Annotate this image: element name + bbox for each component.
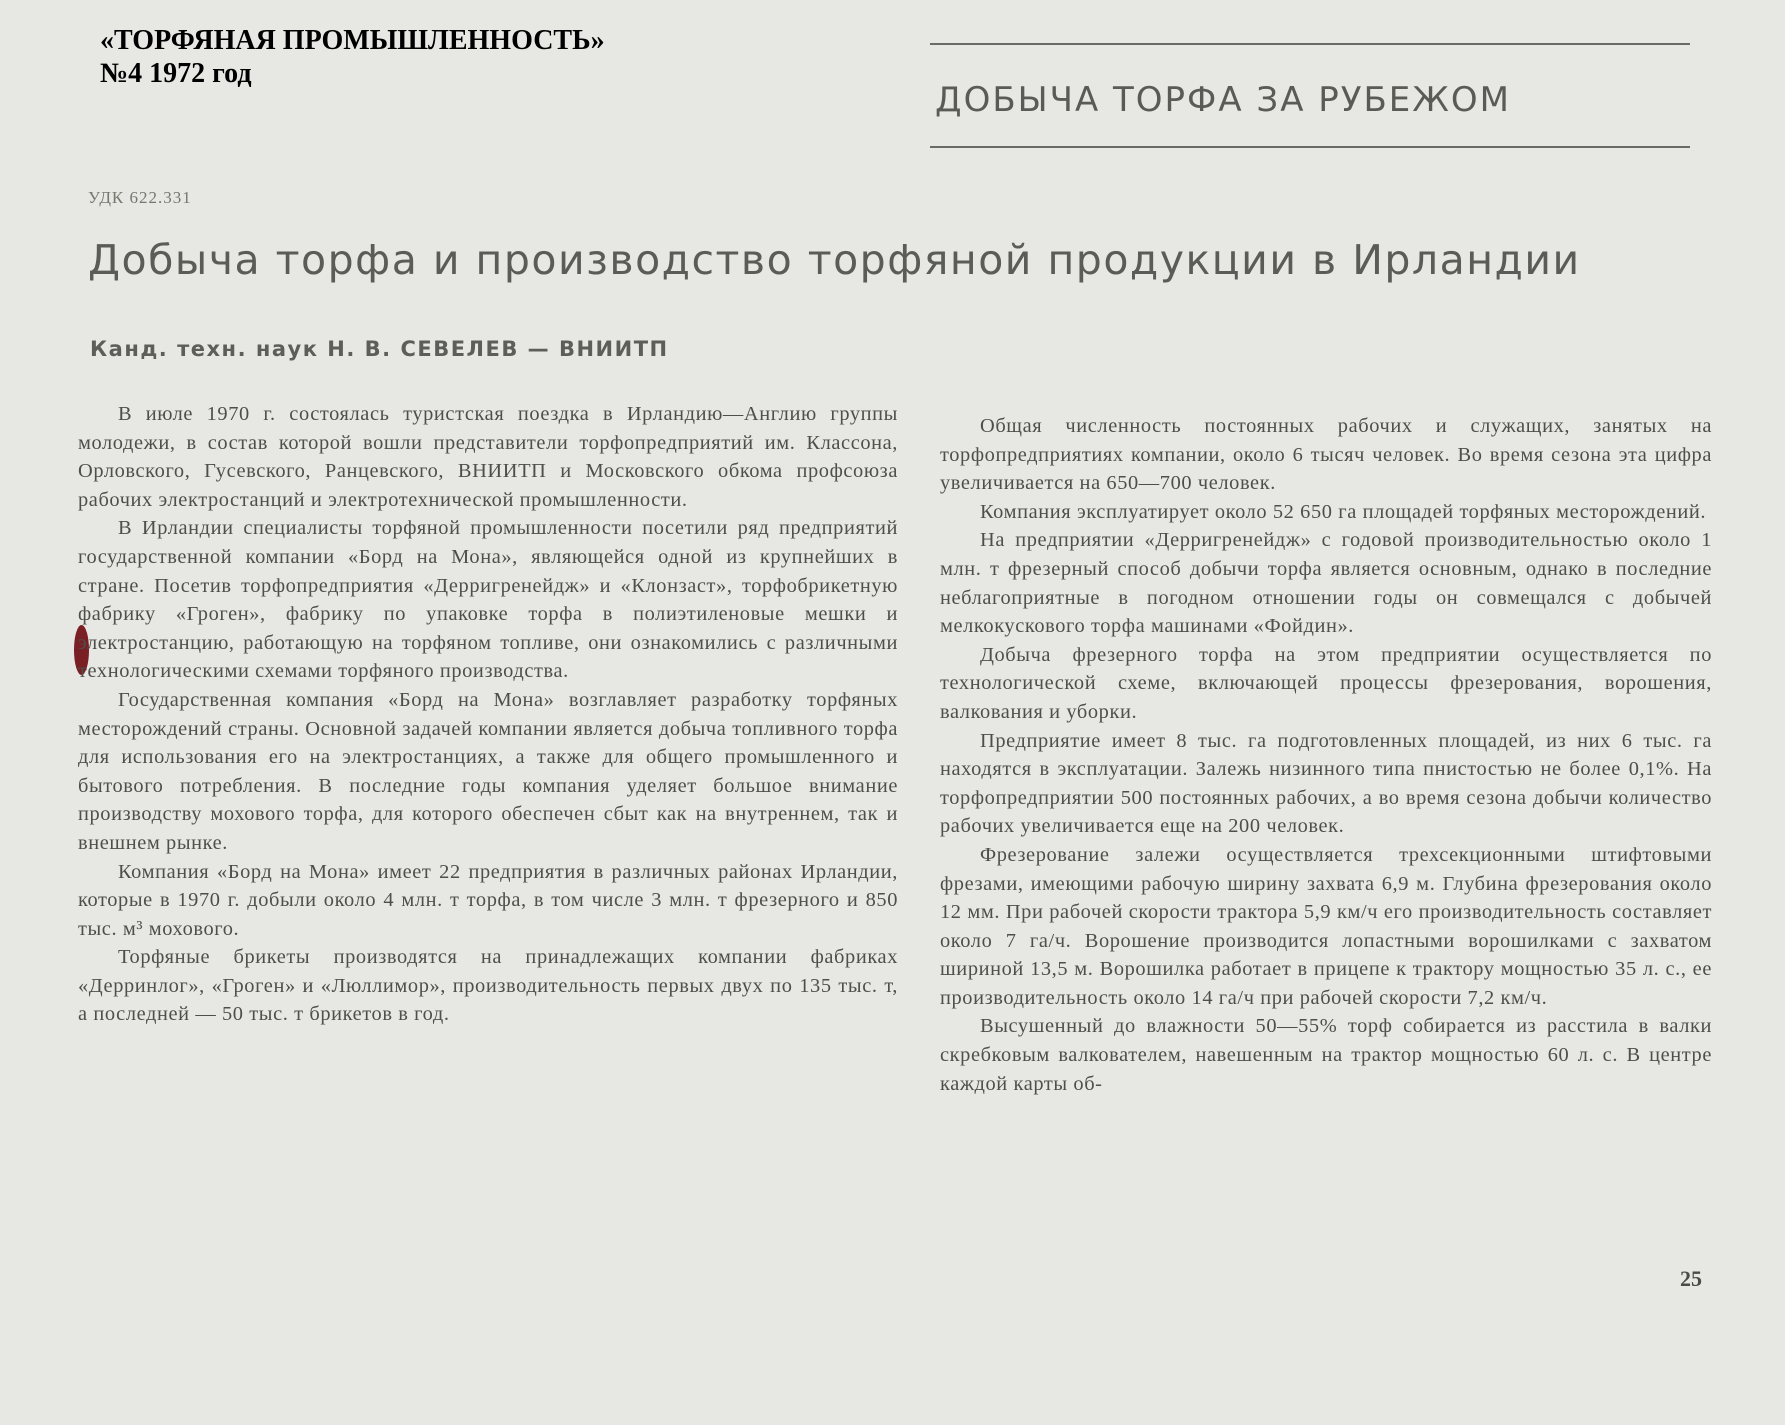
- paragraph: Компания «Борд на Мона» имеет 22 предприятия в различных районах Ирландии, которые в 1970 г. добыли около 4 млн. т торфа, в том числе 3 млн. т фрезерного и 850 тыс. м³ мохового.: [78, 860, 898, 940]
- journal-issue: №4 1972 год: [100, 58, 252, 89]
- left-column: [78, 400, 898, 1029]
- paragraph: Высушенный до влажности 50—55% торф собирается из расстила в валки скребковым валкователем, навешенным на трактор мощностью 60 л. с. В центре каждой карты об-: [940, 1015, 1712, 1095]
- paragraph: В июле 1970 г. состоялась туристская поездка в Ирландию—Англию группы молодежи, в состав которой вошли представители торфопредприятий им. Классона, Орловского, Гусевского, Ранцевского, ВНИИТП и Московского обкома профсоюза рабочих электростанций и электротехнической промышленности.: [78, 403, 898, 511]
- paragraph: Компания эксплуатирует около 52 650 га площадей торфяных месторождений.: [980, 500, 1707, 523]
- paragraph: Торфяные брикеты производятся на принадлежащих компании фабриках «Дерринлог», «Гроген» и «Люллимор», производительность первых двух по 135 тыс. т, а последней — 50 тыс. т брикетов в год.: [78, 946, 898, 1026]
- section-header: ДОБЫЧА ТОРФА ЗА РУБЕЖОМ: [935, 80, 1512, 120]
- udk-code: УДК 622.331: [88, 188, 192, 207]
- paragraph: Предприятие имеет 8 тыс. га подготовленных площадей, из них 6 тыс. га находятся в эксплуатации. Залежь низинного типа пнистостью не более 0,1%. На торфопредприятии 500 постоянных рабочих, а во время сезона добычи количество рабочих увеличивается еще на 200 человек.: [940, 729, 1712, 838]
- right-column: [940, 412, 1712, 1098]
- paragraph: Государственная компания «Борд на Мона» возглавляет разработку торфяных месторождений страны. Основной задачей компании является добыча топливного торфа для использования его на электростанциях, а также для общего промышленного и бытового потребления. В последние годы компания уделяет большое внимание производству мохового торфа, для которого обеспечен сбыт как на внутреннем, так и внешнем рынке.: [78, 688, 898, 854]
- article-author: Канд. техн. наук Н. В. СЕВЕЛЕВ — ВНИИТП: [90, 337, 669, 361]
- paragraph: Добыча фрезерного торфа на этом предприятии осуществляется по технологической схеме, включающей процессы фрезерования, ворошения, валкования и уборки.: [940, 643, 1712, 723]
- page-number: 25: [1680, 1266, 1702, 1291]
- paragraph: Общая численность постоянных рабочих и служащих, занятых на торфопредприятиях компании, около 6 тысяч человек. Во время сезона эта цифра увеличивается на 650—700 человек.: [940, 415, 1712, 495]
- journal-name: «ТОРФЯНАЯ ПРОМЫШЛЕННОСТЬ»: [100, 25, 605, 56]
- journal-header: [100, 24, 605, 90]
- section-rule-top: [930, 43, 1690, 45]
- paragraph: В Ирландии специалисты торфяной промышленности посетили ряд предприятий государственной компании «Борд на Мона», являющейся одной из крупнейших в стране. Посетив торфопредприятия «Дерригренейдж» и «Клонзаст», торфобрикетную фабрику «Гроген», фабрику по упаковке торфа в полиэтиленовые мешки и электростанцию, работающую на торфяном топливе, они ознакомились с различными технологическими схемами торфяного производства.: [78, 517, 898, 683]
- paragraph: Фрезерование залежи осуществляется трехсекционными штифтовыми фрезами, имеющими рабочую ширину захвата 6,9 м. Глубина фрезерования около 12 мм. При рабочей скорости трактора 5,9 км/ч его производительность составляет около 7 га/ч. Ворошение производится лопастными ворошилками с захватом шириной 13,5 м. Ворошилка работает в прицепе к трактору мощностью 35 л. с., ее производительность около 14 га/ч при рабочей скорости 7,2 км/ч.: [940, 843, 1712, 1009]
- article-title: Добыча торфа и производство торфяной продукции в Ирландии: [88, 236, 1581, 284]
- section-rule-bottom: [930, 146, 1690, 148]
- paragraph: На предприятии «Дерригренейдж» с годовой производительностью около 1 млн. т фрезерный способ добычи торфа является основным, однако в последние неблагоприятные в погодном отношении годы он совмещался с добычей мелкокускового торфа машинами «Фойдин».: [940, 529, 1712, 638]
